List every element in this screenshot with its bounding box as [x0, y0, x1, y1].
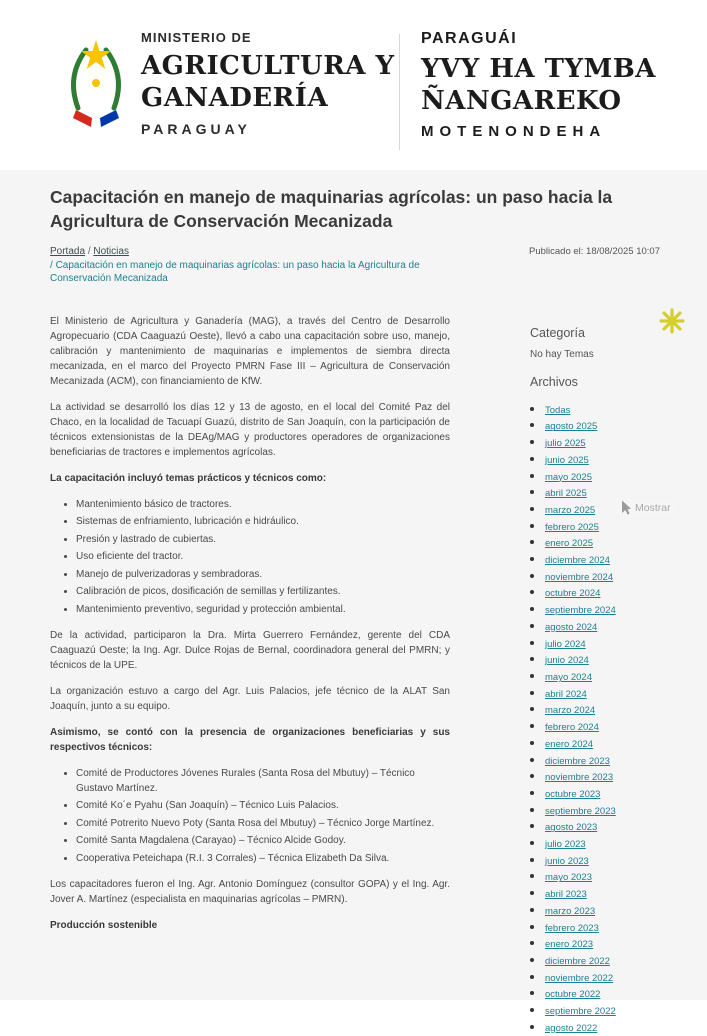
archive-link[interactable]: noviembre 2024 — [545, 571, 614, 583]
category-heading: Categoría — [530, 325, 585, 340]
accessibility-widget-button[interactable] — [658, 308, 686, 336]
archive-link[interactable]: marzo 2025 — [545, 504, 596, 516]
ministry-line-4: PARAGUAY — [141, 121, 251, 137]
main-content — [50, 186, 690, 1036]
header-divider — [399, 34, 400, 150]
sidebar — [530, 314, 680, 1036]
org-item — [76, 833, 450, 848]
category-empty-label: No hay Temas — [530, 348, 594, 360]
paragraph-organization: La organización estuvo a cargo del Agr. Luis Palacios, jefe técnico de la ALAT San Joaquín, junto a su equipo. — [50, 685, 450, 712]
guarani-line-2: YVY HA TYMBA — [421, 54, 656, 84]
archive-item — [545, 619, 680, 636]
archive-item — [545, 853, 680, 870]
org-text: Comité de Productores Jóvenes Rurales (Santa Rosa del Mbutuy) – Técnico Gustavo Martínez. — [76, 767, 415, 794]
paragraph-trainers: Los capacitadores fueron el Ing. Agr. Antonio Domínguez (consultor GOPA) y el Ing. Agr. Jover A. Martínez (especialista en maquinarias agrícolas – PMRN). — [50, 878, 450, 905]
archive-item — [545, 869, 680, 886]
archive-link[interactable]: septiembre 2023 — [545, 805, 616, 817]
guarani-line-1: PARAGUÁI — [421, 30, 518, 47]
ministry-wordmark — [141, 30, 395, 137]
topic-item — [76, 514, 450, 529]
archive-item — [545, 702, 680, 719]
topic-item — [76, 532, 450, 547]
archive-item — [545, 1003, 680, 1020]
coat-of-arms-icon — [56, 28, 136, 138]
archive-item — [545, 753, 680, 770]
archive-item — [545, 602, 680, 619]
archive-item — [545, 418, 680, 435]
archive-item — [545, 819, 680, 836]
org-text: Comité Ko´e Pyahu (San Joaquín) – Técnico Luis Palacios. — [76, 800, 339, 812]
org-item — [76, 798, 450, 813]
archive-link[interactable]: febrero 2025 — [545, 521, 599, 533]
breadcrumb-link-portada[interactable]: Portada — [50, 246, 86, 258]
archive-item — [545, 786, 680, 803]
archive-link[interactable]: marzo 2023 — [545, 905, 596, 917]
ministry-line-1: MINISTERIO DE — [141, 30, 252, 45]
archive-item — [545, 719, 680, 736]
archive-item — [545, 986, 680, 1003]
archive-link[interactable]: agosto 2025 — [545, 421, 598, 433]
breadcrumb-current — [50, 259, 430, 286]
archive-item — [545, 402, 680, 419]
archive-item — [545, 585, 680, 602]
org-item — [76, 851, 450, 866]
archive-item — [545, 953, 680, 970]
cursor-icon — [620, 500, 632, 515]
topics-list — [50, 497, 450, 617]
archive-item — [545, 903, 680, 920]
archive-item — [545, 970, 680, 987]
archive-item — [545, 636, 680, 653]
topic-text: Mantenimiento básico de tractores. — [76, 498, 232, 510]
archive-link[interactable]: mayo 2023 — [545, 872, 593, 884]
orgs-heading: Asimismo, se contó con la presencia de organizaciones beneficiarias y sus respectivos técnicos: — [50, 726, 450, 753]
archive-link[interactable]: diciembre 2023 — [545, 755, 610, 767]
archive-link[interactable]: abril 2025 — [545, 488, 587, 500]
topic-text: Sistemas de enfriamiento, lubricación e hidráulico. — [76, 516, 299, 528]
site-header — [0, 0, 707, 170]
org-text: Comité Potrerito Nuevo Poty (Santa Rosa del Mbutuy) – Técnico Jorge Martínez. — [76, 817, 435, 829]
archive-link[interactable]: diciembre 2022 — [545, 955, 610, 967]
archive-link[interactable]: abril 2023 — [545, 889, 587, 901]
archive-item — [545, 803, 680, 820]
ministry-line-2: AGRICULTURA Y — [141, 51, 395, 81]
topic-text: Manejo de pulverizadoras y sembradoras. — [76, 568, 263, 580]
archive-link[interactable]: julio 2024 — [545, 638, 586, 650]
guarani-wordmark — [421, 30, 656, 140]
archive-link[interactable]: febrero 2023 — [545, 922, 599, 934]
paragraph-intro: El Ministerio de Agricultura y Ganadería (MAG), a través del Centro de Desarrollo Agropecuario (CDA Caaguazú Oeste), llevó a cabo una capacitación sobre uso, manejo, calibración y mantenimiento de maquinarias e implementos de siembra directa mecanizada, en el marco del Proyecto PMRN Fase III – Agricultura de Conservación Mecanizada (ACM), con financiamiento de KfW. — [50, 315, 450, 387]
archive-link[interactable]: julio 2025 — [545, 438, 586, 450]
archive-item — [545, 519, 680, 536]
archive-item — [545, 886, 680, 903]
breadcrumb-current-label: Capacitación en manejo de maquinarias agrícolas: un paso hacia la Agricultura de Conservación Mecanizada — [50, 259, 420, 285]
article-meta — [50, 245, 690, 286]
archive-link[interactable]: julio 2023 — [545, 839, 586, 851]
topic-item — [76, 567, 450, 582]
archive-link[interactable]: octubre 2023 — [545, 788, 601, 800]
orgs-list — [50, 766, 450, 866]
archive-link[interactable]: mayo 2025 — [545, 471, 593, 483]
archive-item — [545, 452, 680, 469]
archive-link[interactable]: octubre 2024 — [545, 588, 601, 600]
mostrar-label: Mostrar — [635, 501, 671, 514]
archive-item — [545, 469, 680, 486]
ministry-line-3: GANADERÍA — [141, 83, 329, 113]
archive-item — [545, 652, 680, 669]
archive-link[interactable]: marzo 2024 — [545, 705, 596, 717]
org-text: Comité Santa Magdalena (Carayao) – Técnico Alcide Godoy. — [76, 835, 346, 847]
archive-link[interactable]: febrero 2024 — [545, 722, 599, 734]
archives-list — [530, 402, 680, 1036]
content-columns — [50, 314, 690, 1036]
archive-link[interactable]: mayo 2024 — [545, 672, 593, 683]
archives-heading: Archivos — [530, 374, 578, 389]
guarani-line-4: MOTENONDEHA — [421, 123, 607, 140]
topic-text: Presión y lastrado de cubiertas. — [76, 533, 217, 545]
archive-item — [545, 736, 680, 753]
archive-item — [545, 535, 680, 552]
paragraph-participants: De la actividad, participaron la Dra. Mirta Guerrero Fernández, gerente del CDA Caaguazú Oeste; la Ing. Agr. Dulce Rojas de Bernal, coordinadora general del PMRN; y técnicos de la UPE. — [50, 629, 450, 671]
archive-link[interactable]: diciembre 2024 — [545, 555, 610, 567]
breadcrumb — [50, 245, 430, 286]
archive-link[interactable]: noviembre 2022 — [545, 972, 614, 984]
archive-link[interactable]: agosto 2024 — [545, 621, 598, 633]
archive-link[interactable]: octubre 2022 — [545, 989, 601, 1001]
topic-item — [76, 497, 450, 512]
archive-link[interactable]: abril 2024 — [545, 688, 587, 700]
archive-item — [545, 920, 680, 937]
mag-coat-of-arms-logo — [56, 28, 136, 138]
archive-link[interactable]: septiembre 2024 — [545, 605, 616, 617]
archive-item — [545, 569, 680, 586]
archive-link[interactable]: agosto 2023 — [545, 822, 598, 834]
archive-link[interactable]: noviembre 2023 — [545, 772, 614, 784]
topic-text: Uso eficiente del tractor. — [76, 551, 184, 563]
asterisk-icon — [659, 308, 685, 334]
org-text: Cooperativa Peteichapa (R.I. 3 Corrales) – Técnica Elizabeth Da Silva. — [76, 852, 390, 864]
archive-item — [545, 936, 680, 953]
archive-item — [545, 686, 680, 703]
archive-link[interactable]: junio 2025 — [545, 454, 589, 466]
archive-item — [545, 435, 680, 452]
page-title: Capacitación en manejo de maquinarias agrícolas: un paso hacia la Agricultura de Conservación Mecanizada — [50, 187, 613, 231]
archive-link[interactable]: Todas — [545, 404, 571, 416]
topic-item — [76, 549, 450, 564]
archive-item — [545, 1020, 680, 1036]
archive-link[interactable]: agosto 2022 — [545, 1022, 598, 1034]
org-item — [76, 816, 450, 831]
published-date: Publicado el: 18/08/2025 10:07 — [529, 246, 660, 258]
archive-link[interactable]: enero 2025 — [545, 538, 594, 550]
breadcrumb-link-noticias[interactable]: Noticias — [93, 246, 129, 258]
guarani-line-3: ÑANGAREKO — [421, 86, 622, 116]
mostrar-cursor-tooltip — [617, 499, 674, 516]
org-item — [76, 766, 450, 796]
archive-item — [545, 669, 680, 686]
archive-link[interactable]: junio 2024 — [545, 655, 589, 667]
archive-item — [545, 769, 680, 786]
topic-item — [76, 584, 450, 599]
archive-item — [545, 836, 680, 853]
topic-text: Mantenimiento preventivo, seguridad y protección ambiental. — [76, 603, 346, 615]
topic-text: Calibración de picos, dosificación de semillas y fertilizantes. — [76, 586, 341, 598]
archive-link[interactable]: enero 2023 — [545, 939, 594, 951]
archive-item — [545, 552, 680, 569]
breadcrumb-separator: / — [87, 246, 91, 258]
archive-link[interactable]: junio 2023 — [545, 855, 589, 867]
footer-heading: Producción sostenible — [50, 919, 158, 931]
topics-heading: La capacitación incluyó temas prácticos y técnicos como: — [50, 472, 327, 484]
breadcrumb-separator: / — [50, 259, 53, 271]
topic-item — [76, 602, 450, 617]
paragraph-activity: La actividad se desarrolló los días 12 y 13 de agosto, en el local del Comité Paz del Chaco, en la localidad de Tacuapí Guazú, distrito de San Joaquín, con la participación de técnicos extensionistas de la DEAg/MAG y productores operadores de organizaciones beneficiarias de tractores e implementos agrícolas. — [50, 401, 450, 458]
archive-link[interactable]: enero 2024 — [545, 738, 594, 750]
archive-link[interactable]: septiembre 2022 — [545, 1006, 616, 1018]
article-body — [50, 314, 450, 1036]
